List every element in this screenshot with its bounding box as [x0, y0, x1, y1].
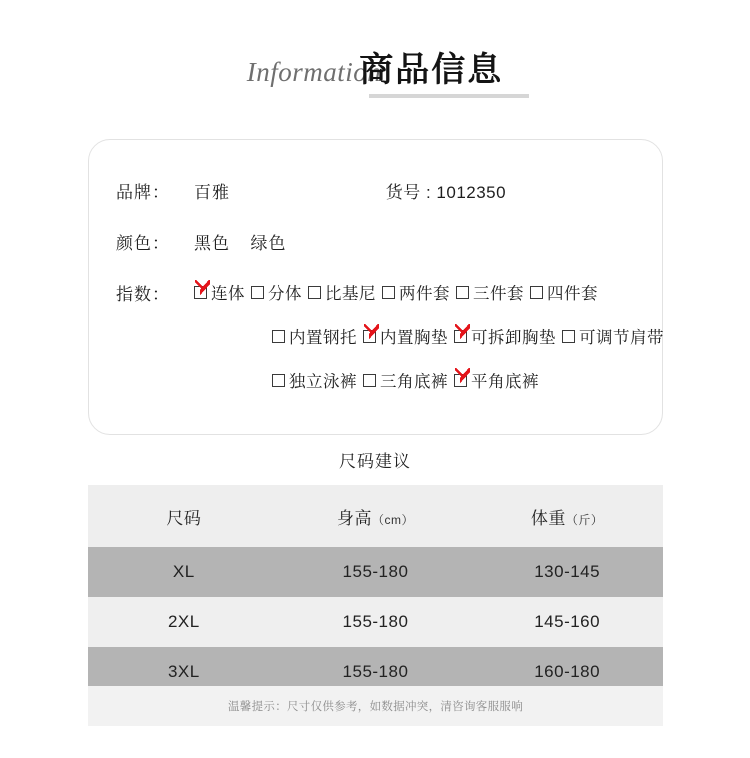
checkmark-icon	[363, 330, 376, 343]
checkbox-label: 连体	[211, 285, 245, 303]
checkbox-label: 可调节肩带	[579, 329, 664, 347]
color-value-green: 绿色	[250, 234, 287, 253]
checkbox-option-separate-swim-shorts[interactable]	[272, 368, 357, 392]
column-header-label: 身高	[336, 508, 372, 528]
checkbox-option-brief-bottoms[interactable]	[363, 368, 448, 392]
checkbox-option-adjustable-straps[interactable]	[562, 324, 664, 348]
color-label: 颜色：	[116, 234, 170, 253]
index-row	[116, 280, 662, 392]
size-table-head	[88, 485, 663, 547]
empty-checkbox-icon	[308, 286, 321, 299]
checkbox-label: 四件套	[547, 285, 598, 303]
index-label: 指数：	[116, 285, 170, 304]
color-value-black: 黑色	[194, 234, 230, 253]
column-header-label: 尺码	[166, 508, 202, 528]
checkbox-option-bikini[interactable]	[308, 280, 376, 304]
checkbox-label: 可拆卸胸垫	[471, 329, 556, 347]
cell-weight: 145-160	[471, 597, 663, 647]
empty-checkbox-icon	[251, 286, 264, 299]
checkbox-option-boyshort-bottoms[interactable]	[454, 368, 539, 392]
table-row	[88, 597, 663, 647]
checkbox-option-three-piece-set[interactable]	[456, 280, 524, 304]
brand-value-group	[194, 178, 506, 203]
size-section-title: 尺码建议	[339, 452, 411, 471]
color-value-group	[194, 229, 286, 254]
checkbox-option-builtin-underwire[interactable]	[272, 324, 357, 348]
checkbox-option-two-piece-set[interactable]	[382, 280, 450, 304]
cell-weight: 160-180	[471, 647, 663, 697]
checkbox-label: 比基尼	[325, 285, 376, 303]
checkmark-icon	[454, 374, 467, 387]
empty-checkbox-icon	[456, 286, 469, 299]
option-line-bottoms	[272, 368, 545, 392]
size-table-body	[88, 547, 663, 697]
empty-checkbox-icon	[562, 330, 575, 343]
checkbox-label: 分体	[268, 285, 302, 303]
checkmark-icon	[454, 330, 467, 343]
brand-row	[116, 178, 662, 203]
brand-value: 百雅	[194, 183, 230, 202]
page-header	[0, 0, 750, 140]
checkbox-label: 平角底裤	[471, 373, 539, 391]
empty-checkbox-icon	[530, 286, 543, 299]
index-option-groups	[194, 280, 670, 392]
empty-checkbox-icon	[272, 374, 285, 387]
column-header-unit: （斤）	[565, 512, 604, 527]
checkbox-option-onepiece[interactable]	[194, 280, 245, 304]
cell-size: 3XL	[88, 647, 280, 697]
checkbox-label: 三件套	[473, 285, 524, 303]
empty-checkbox-icon	[272, 330, 285, 343]
cell-weight: 130-145	[471, 547, 663, 597]
checkbox-label: 内置胸垫	[380, 329, 448, 347]
empty-checkbox-icon	[363, 374, 376, 387]
checkbox-option-twopiece-split[interactable]	[251, 280, 302, 304]
checkmark-icon	[194, 286, 207, 299]
checkbox-label: 两件套	[399, 285, 450, 303]
checkbox-option-removable-pad[interactable]	[454, 324, 556, 348]
title-underline-accent	[369, 94, 529, 98]
cell-size: XL	[88, 547, 280, 597]
column-header-weight	[471, 485, 663, 547]
page-title-english: Information	[246, 56, 382, 87]
checkbox-option-builtin-pad[interactable]	[363, 324, 448, 348]
cell-height: 155-180	[280, 647, 472, 697]
product-info-rows	[89, 140, 662, 392]
size-table	[88, 485, 663, 697]
table-row	[88, 547, 663, 597]
checkbox-label: 独立泳裤	[289, 373, 357, 391]
option-line-support	[272, 324, 670, 348]
table-header-row	[88, 485, 663, 547]
page-title-chinese: 商品信息	[359, 50, 504, 89]
color-row	[116, 229, 662, 254]
size-disclaimer-note: 温馨提示：尺寸仅供参考，如数据冲突，清咨询客服服响	[88, 686, 663, 726]
sku-value: 货号 : 1012350	[385, 183, 507, 202]
checkbox-label: 三角底裤	[380, 373, 448, 391]
column-header-label: 体重	[530, 508, 566, 528]
cell-size: 2XL	[88, 597, 280, 647]
brand-label: 品牌：	[116, 183, 170, 202]
empty-checkbox-icon	[382, 286, 395, 299]
cell-height: 155-180	[280, 597, 472, 647]
cell-height: 155-180	[280, 547, 472, 597]
product-info-card	[88, 139, 663, 435]
column-header-height	[280, 485, 472, 547]
option-line-style	[194, 280, 604, 304]
column-header-size	[88, 485, 280, 547]
column-header-unit: （cm）	[371, 512, 414, 527]
page-title	[247, 42, 504, 91]
checkbox-option-four-piece-set[interactable]	[530, 280, 598, 304]
checkbox-label: 内置钢托	[289, 329, 357, 347]
